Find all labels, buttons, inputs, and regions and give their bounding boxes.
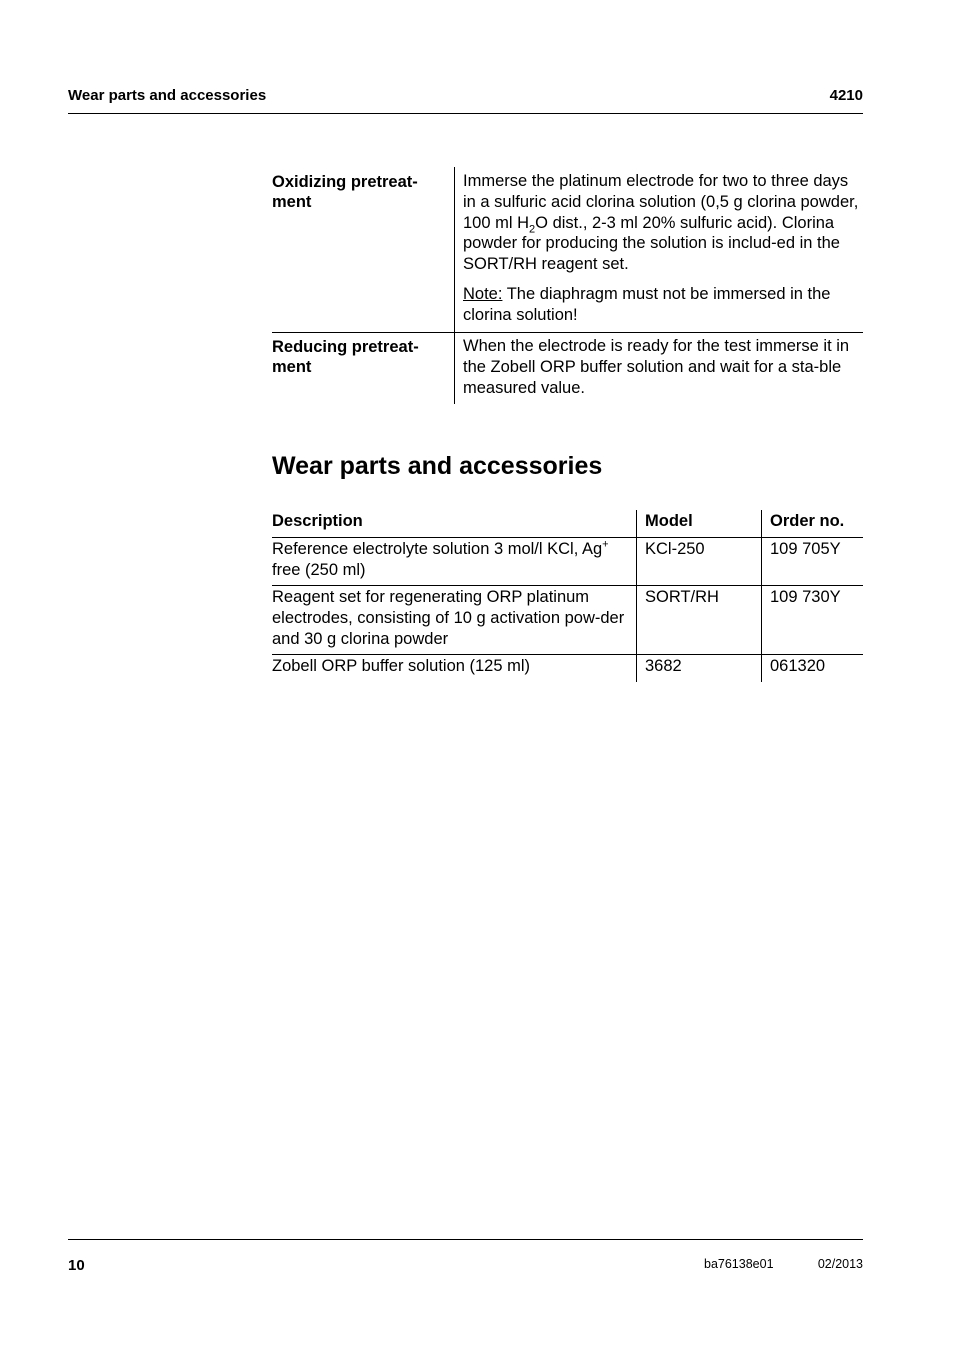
th-model: Model <box>645 512 693 530</box>
note-text: The diaphragm must not be immersed in the clorina solution! <box>463 285 831 324</box>
reducing-text: When the electrode is ready for the test immerse it in the Zobell ORP buffer solution and wait for a sta-ble measured value. <box>463 337 850 397</box>
running-header-model: 4210 <box>829 87 863 104</box>
th-order: Order no. <box>770 512 845 530</box>
oxidizing-label-line1: Oxidizing pretreat- <box>272 173 418 191</box>
oxidizing-note <box>463 284 863 326</box>
oxidizing-text-a: Immerse the platinum electrode for two to three days in a sulfuric acid clorina solution (0,5 g clorina powder, 100 ml H <box>463 172 859 232</box>
footer-rule <box>68 1239 863 1240</box>
table-header-rule <box>272 537 863 538</box>
table-row-2-model: SORT/RH <box>645 588 719 606</box>
row1-desc-sup: + <box>602 538 609 551</box>
table-row-2-desc: Reagent set for regenerating ORP platinum electrodes, consisting of 10 g activation pow-der and 30 g clorina powder <box>272 588 625 648</box>
pretreatment-row-rule <box>272 332 863 333</box>
row1-desc-a: Reference electrolyte solution 3 mol/l KCl, Ag <box>272 540 603 558</box>
table-row-3-order: 061320 <box>770 657 826 675</box>
row1-desc-b: free (250 ml) <box>272 560 366 579</box>
table-row-1-desc <box>272 539 627 581</box>
table-row-2-order: 109 730Y <box>770 588 841 606</box>
table-row-rule-2 <box>272 654 863 655</box>
table-row-rule-1 <box>272 585 863 586</box>
th-description: Description <box>272 512 363 530</box>
header-rule <box>68 113 863 114</box>
oxidizing-text-b: O dist., 2-3 ml 20% sulfuric acid). Clorina powder for producing the solution is includ-ed in the SORT/RH reagent set. <box>463 213 840 274</box>
oxidizing-label-line2: ment <box>272 193 312 211</box>
oxidizing-text <box>463 171 863 275</box>
table-col-divider-1 <box>636 510 637 682</box>
document-date: 02/2013 <box>817 1257 863 1271</box>
oxidizing-text-sub: 2 <box>529 222 536 235</box>
section-title: Wear parts and accessories <box>272 452 603 480</box>
running-header-title: Wear parts and accessories <box>68 87 267 104</box>
note-label: Note: <box>463 285 503 303</box>
table-row-1-order: 109 705Y <box>770 540 841 558</box>
page-number: 10 <box>68 1257 85 1274</box>
table-col-divider-2 <box>761 510 762 682</box>
table-row-1-model: KCl-250 <box>645 540 705 558</box>
table-row-3-desc: Zobell ORP buffer solution (125 ml) <box>272 657 531 675</box>
oxidizing-label <box>272 172 418 212</box>
document-id: ba76138e01 <box>704 1257 774 1271</box>
reducing-label <box>272 337 419 377</box>
table-row-3-model: 3682 <box>645 657 682 675</box>
pretreatment-divider <box>454 167 455 404</box>
reducing-label-line2: ment <box>272 358 312 376</box>
reducing-label-line1: Reducing pretreat- <box>272 338 419 356</box>
